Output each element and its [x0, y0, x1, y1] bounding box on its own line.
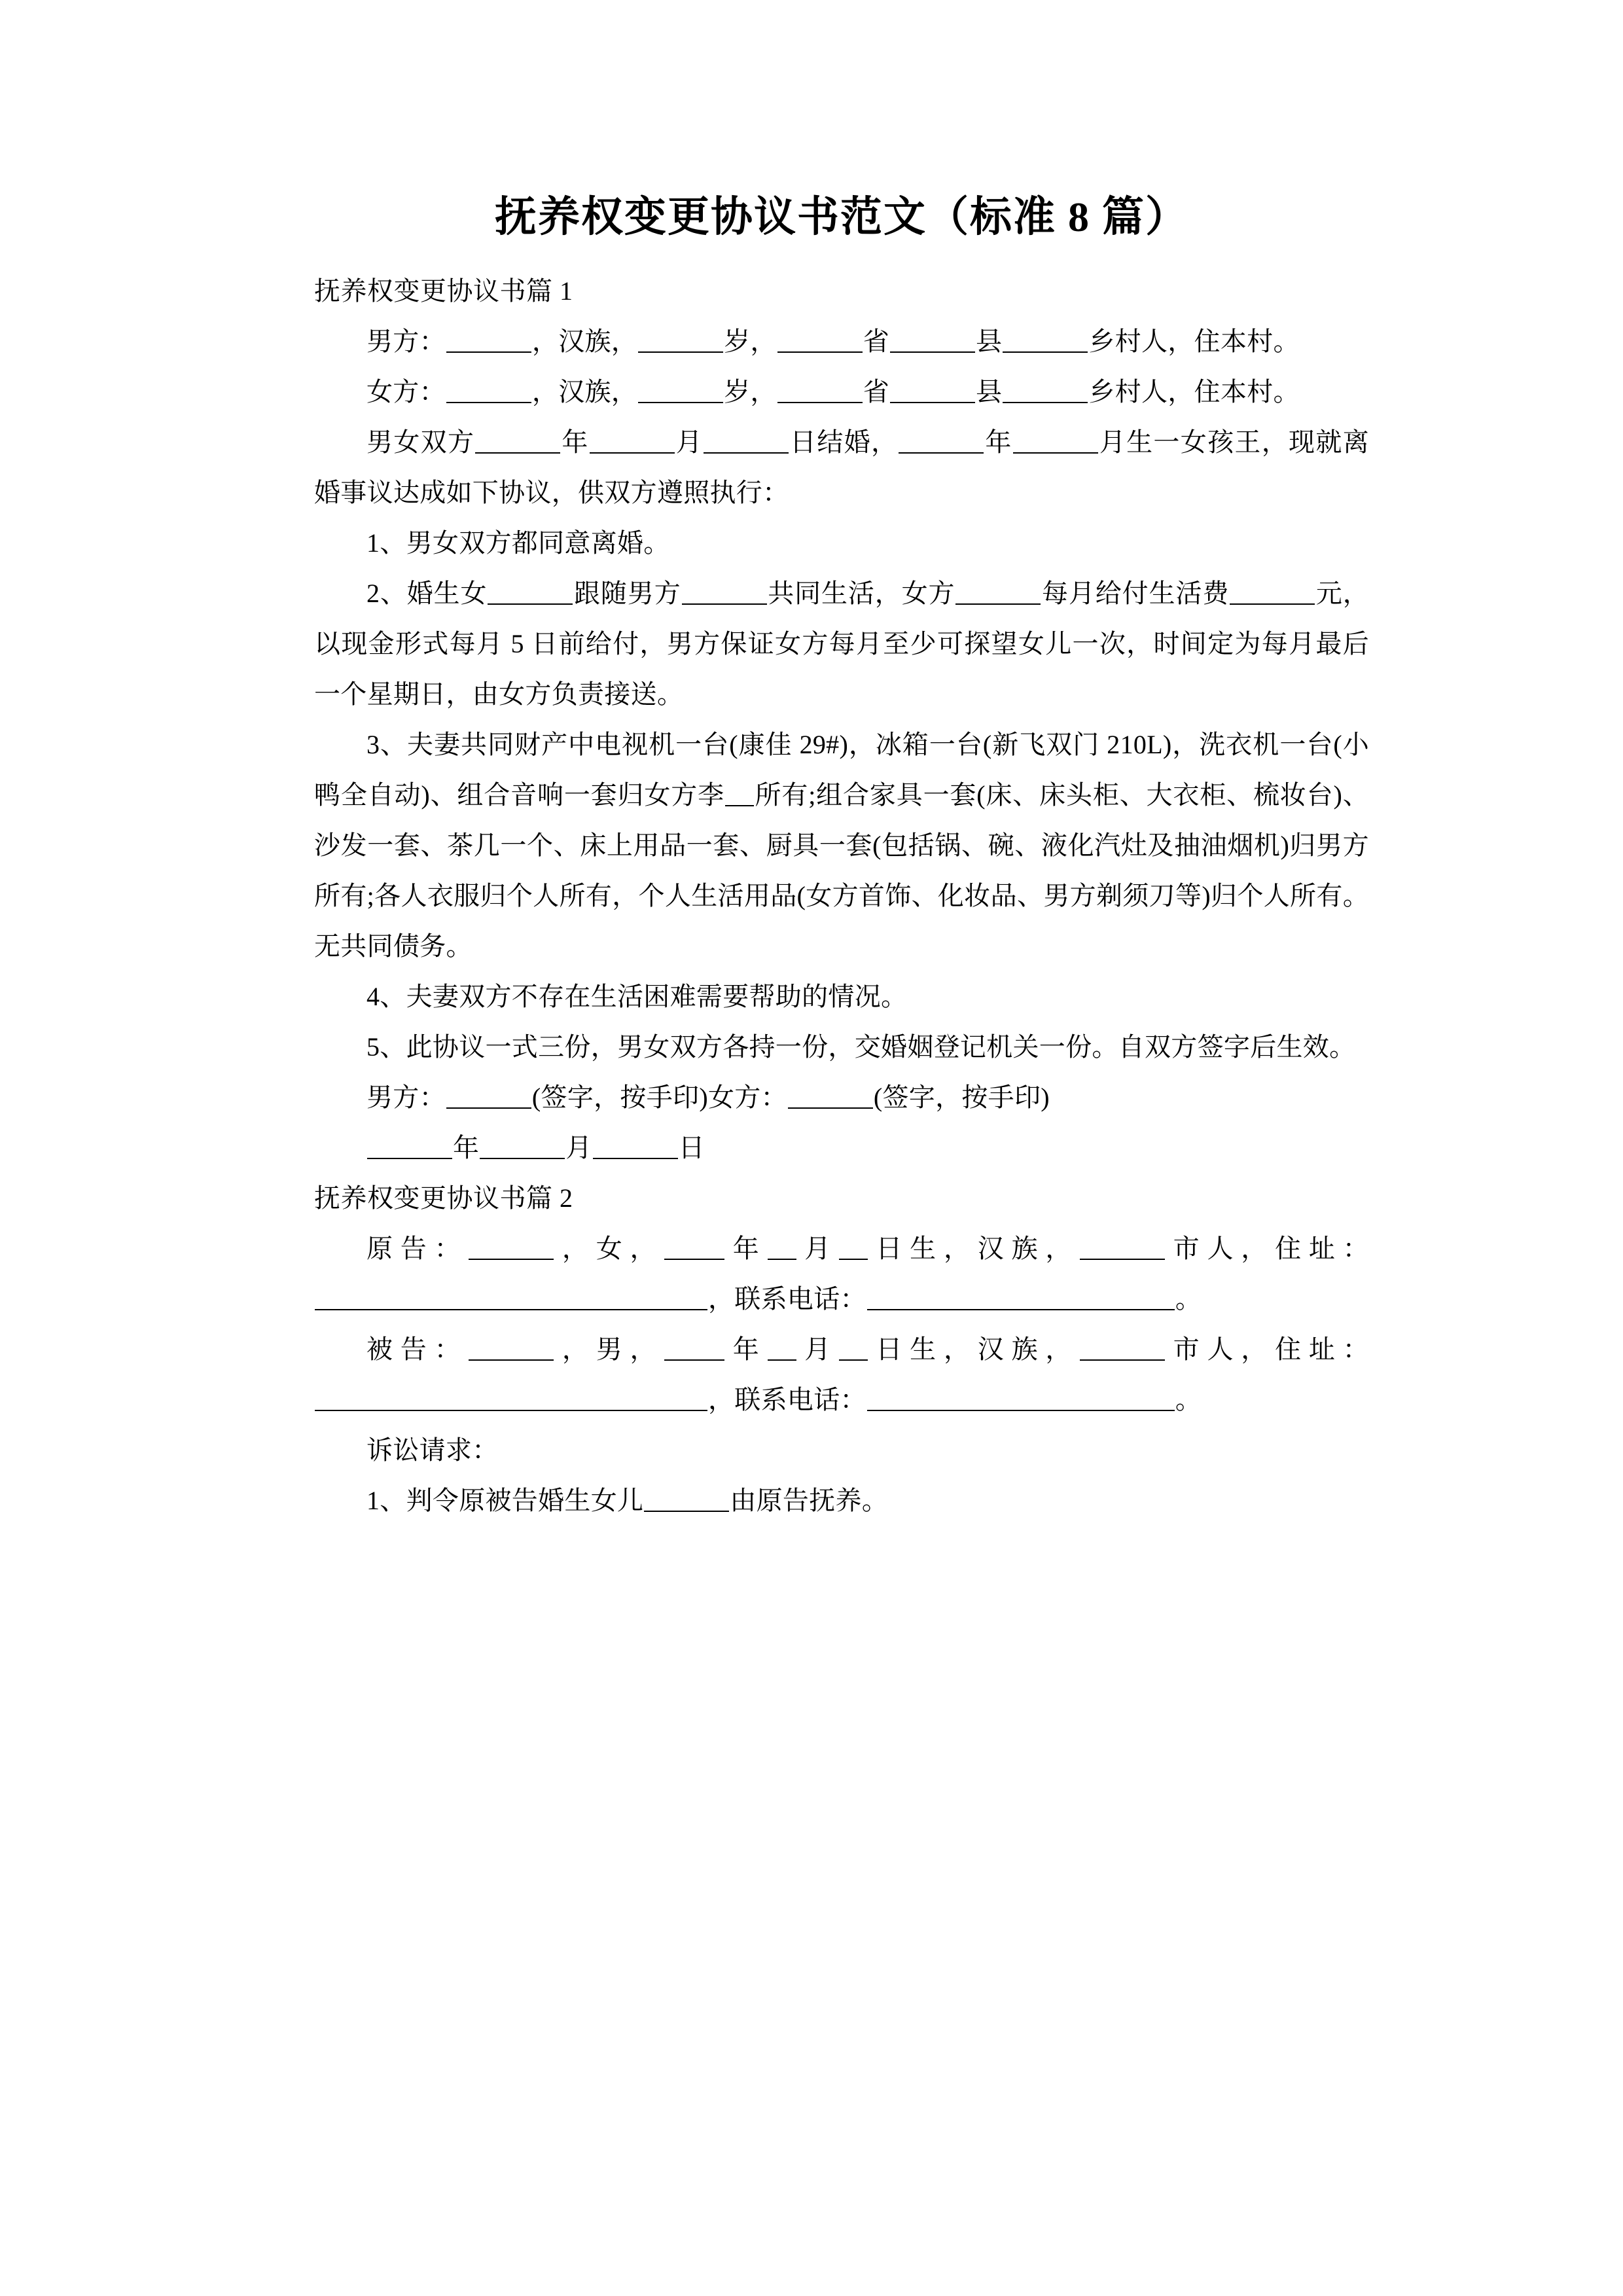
paragraph-text: ，男， [554, 1335, 664, 1364]
fill-in-blank[interactable] [890, 380, 975, 403]
paragraph-text: 诉讼请求： [366, 1435, 499, 1465]
paragraph-text: 3、夫妻共同财产中电视机一台(康佳 29#)，冰箱一台(新飞双门 210L)，洗衣机一台(小鸭全自动)、组合音响一套归女方李 [314, 730, 1369, 810]
paragraph-text: 日 [678, 1133, 705, 1162]
p6-item-3 [314, 719, 1369, 971]
fill-in-blank[interactable] [644, 1488, 729, 1512]
p10-signature-date [314, 1122, 1369, 1173]
fill-in-blank[interactable] [446, 329, 531, 353]
paragraph-text: (签字，按手印)女方： [531, 1083, 787, 1112]
paragraph-text: 跟随男方 [573, 579, 681, 608]
paragraph-text: 年 [561, 427, 589, 457]
p9-signature [314, 1072, 1369, 1122]
paragraph-text: 元，以现金形式每月 5 日前给付，男方保证女方每月至少可探望女儿一次，时间定为每月最后一个星期日，由女方负责接送。 [314, 579, 1370, 709]
fill-in-blank[interactable] [867, 1287, 1175, 1310]
paragraph-text: 日生，汉族， [868, 1335, 1080, 1364]
section-heading: 抚养权变更协议书篇 1 [314, 276, 573, 306]
paragraph-text: 由原告抚养。 [730, 1486, 889, 1515]
fill-in-blank[interactable] [664, 1236, 724, 1260]
p4-item-1 [314, 518, 1369, 568]
paragraph-text: 省 [863, 327, 890, 356]
fill-in-blank[interactable] [890, 329, 975, 353]
fill-in-blank[interactable] [638, 380, 723, 403]
fill-in-blank[interactable] [475, 430, 560, 454]
paragraph-text: 共同生活，女方 [767, 579, 955, 608]
p5-item-2 [314, 568, 1369, 719]
paragraph-text: 男方： [366, 1083, 446, 1112]
paragraph-text: 年 [725, 1335, 767, 1364]
paragraph-text: ，汉族， [531, 377, 638, 406]
paragraph-text: 省 [863, 377, 890, 406]
paragraph-text: 原告： [366, 1234, 469, 1263]
fill-in-blank[interactable] [1080, 1236, 1165, 1260]
document-content [314, 191, 1369, 1526]
paragraph-text: 2、婚生女 [366, 579, 488, 608]
fill-in-blank[interactable] [899, 430, 984, 454]
fill-in-blank[interactable] [725, 783, 754, 806]
paragraph-text: 县 [976, 377, 1003, 406]
paragraph-text: 年 [725, 1234, 767, 1263]
fill-in-blank[interactable] [777, 329, 863, 353]
fill-in-blank[interactable] [488, 581, 573, 605]
paragraph-text: 男方： [366, 327, 446, 356]
fill-in-blank[interactable] [446, 380, 531, 403]
p14-claim-1 [314, 1475, 1369, 1526]
paragraph-text: 年 [984, 427, 1012, 457]
paragraph-text: 。 [1175, 1284, 1202, 1314]
p12-defendant [314, 1324, 1369, 1425]
fill-in-blank[interactable] [315, 1287, 707, 1310]
paragraph-text: 日生，汉族， [868, 1234, 1080, 1263]
paragraph-text: 岁， [724, 377, 777, 406]
fill-in-blank[interactable] [867, 1388, 1175, 1411]
paragraph-text: 年 [453, 1133, 480, 1162]
paragraph-text: 1、男女双方都同意离婚。 [366, 528, 670, 558]
paragraph-text: 5、此协议一式三份，男女双方各持一份，交婚姻登记机关一份。自双方签字后生效。 [366, 1032, 1356, 1062]
page-title: 抚养权变更协议书范文（标准 8 篇） [495, 194, 1188, 240]
fill-in-blank[interactable] [768, 1337, 796, 1361]
paragraph-text: 1、判令原被告婚生女儿 [366, 1486, 644, 1515]
fill-in-blank[interactable] [955, 581, 1041, 605]
fill-in-blank[interactable] [682, 581, 767, 605]
paragraph-text: 乡村人，住本村。 [1088, 327, 1300, 356]
paragraph-text: 市人，住址： [1166, 1335, 1369, 1364]
p1-male-party [314, 316, 1369, 367]
paragraph-text: 岁， [724, 327, 777, 356]
paragraph-text: 月 [796, 1234, 838, 1263]
p2-female-party [314, 367, 1369, 417]
fill-in-blank[interactable] [1230, 581, 1315, 605]
fill-in-blank[interactable] [480, 1136, 565, 1159]
p13-claims-heading [314, 1425, 1369, 1475]
fill-in-blank[interactable] [788, 1085, 873, 1109]
fill-in-blank[interactable] [590, 430, 675, 454]
paragraph-text: 每月给付生活费 [1041, 579, 1230, 608]
fill-in-blank[interactable] [777, 380, 863, 403]
fill-in-blank[interactable] [469, 1236, 554, 1260]
paragraph-text: 县 [976, 327, 1003, 356]
paragraph-text: (签字，按手印) [873, 1083, 1050, 1112]
paragraph-text: 4、夫妻双方不存在生活困难需要帮助的情况。 [366, 982, 908, 1011]
paragraph-text: ，联系电话： [708, 1284, 866, 1314]
paragraph-text: 所有;组合家具一套(床、床头柜、大衣柜、梳妆台)、沙发一套、茶几一个、床上用品一套、厨具一套(包括锅、碗、液化汽灶及抽油烟机)归男方所有;各人衣服归个人所有，个人生活用品(女方首饰、化妆品、男方剃须刀等)归个人所有。无共同债务。 [314, 780, 1369, 961]
fill-in-blank[interactable] [839, 1337, 868, 1361]
paragraph-text: 被告： [366, 1335, 469, 1364]
paragraph-text: ，汉族， [531, 327, 638, 356]
paragraph-text: ，联系电话： [708, 1385, 866, 1414]
paragraph-text: ，女， [554, 1234, 664, 1263]
section-heading: 抚养权变更协议书篇 2 [314, 1183, 573, 1213]
fill-in-blank[interactable] [664, 1337, 724, 1361]
paragraph-text: 市人，住址： [1166, 1234, 1369, 1263]
paragraph-text: 日结婚， [789, 427, 899, 457]
fill-in-blank[interactable] [1080, 1337, 1165, 1361]
fill-in-blank[interactable] [1013, 430, 1098, 454]
fill-in-blank[interactable] [367, 1136, 452, 1159]
paragraph-text: 。 [1175, 1385, 1202, 1414]
paragraph-text: 月 [565, 1133, 592, 1162]
p3-marriage-date [314, 417, 1369, 518]
fill-in-blank[interactable] [768, 1236, 796, 1260]
paragraph-text: 女方： [366, 377, 446, 406]
fill-in-blank[interactable] [593, 1136, 678, 1159]
fill-in-blank[interactable] [1003, 329, 1088, 353]
fill-in-blank[interactable] [1003, 380, 1088, 403]
p8-item-5 [314, 1022, 1369, 1072]
fill-in-blank[interactable] [469, 1337, 554, 1361]
fill-in-blank[interactable] [638, 329, 723, 353]
p7-item-4 [314, 971, 1369, 1022]
fill-in-blank[interactable] [704, 430, 789, 454]
fill-in-blank[interactable] [446, 1085, 531, 1109]
fill-in-blank[interactable] [315, 1388, 707, 1411]
paragraph-text: 男女双方 [366, 427, 475, 457]
fill-in-blank[interactable] [839, 1236, 868, 1260]
document-body [314, 266, 1369, 1526]
p11-plaintiff [314, 1223, 1369, 1324]
paragraph-text: 乡村人，住本村。 [1088, 377, 1300, 406]
paragraph-text: 月 [796, 1335, 838, 1364]
paragraph-text: 月 [675, 427, 704, 457]
paragraph-text: 月生一女孩王，现就离婚事议达成如下协议，供双方遵照执行： [314, 427, 1369, 507]
